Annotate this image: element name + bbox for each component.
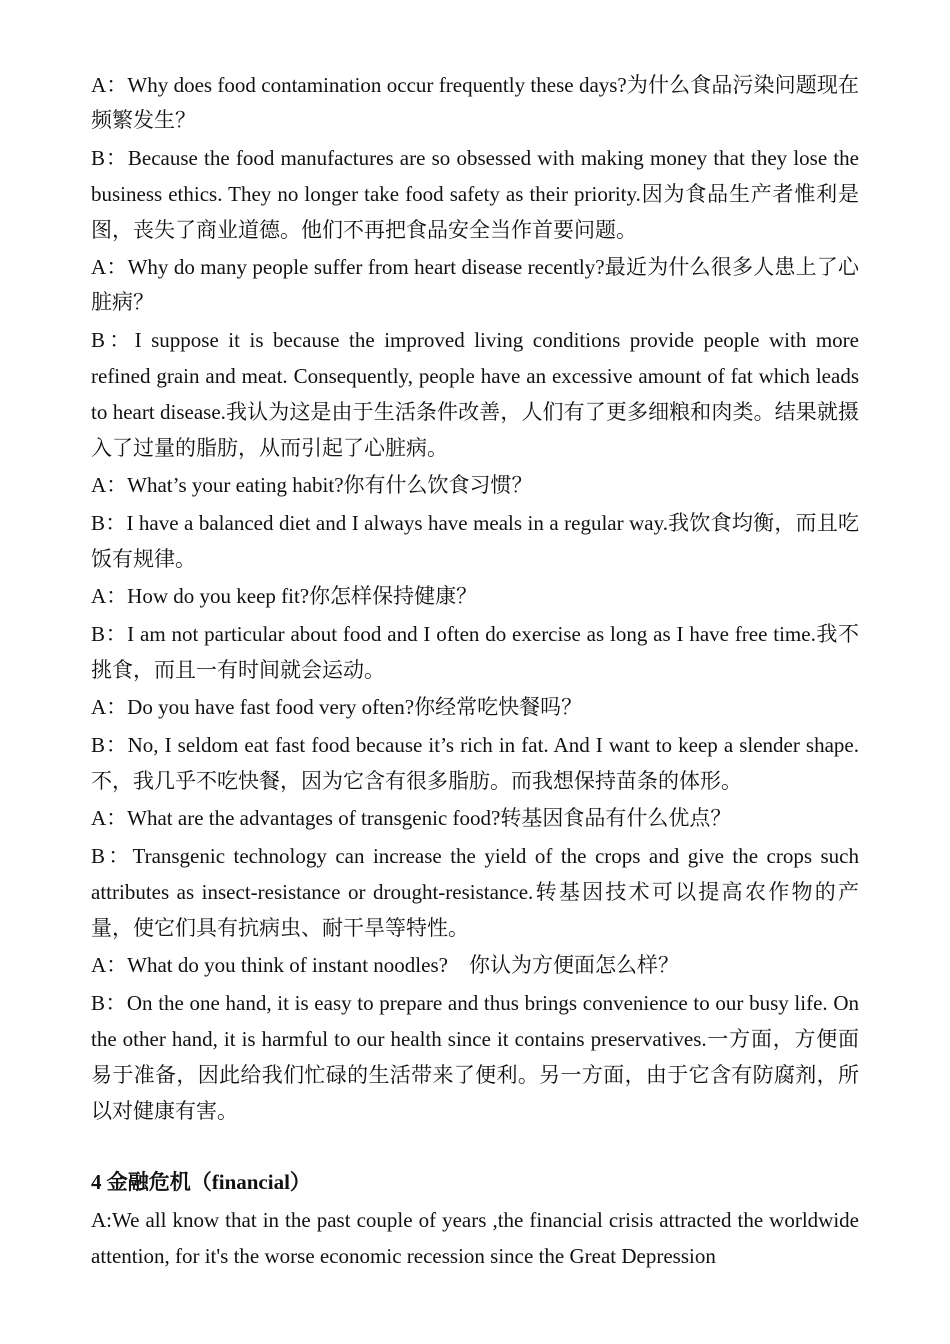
- dialogue-line-b: B：I have a balanced diet and I always have meals in a regular way.我饮食均衡，而且吃饭有规律。: [91, 511, 859, 571]
- dialogue-line-b: B：Because the food manufactures are so obsessed with making money that they lose the business ethics. They no longer take food safety as their priority.因为食品生产者惟利是图，丧失了商业道德。他们不再把食品安全当作首要问题。: [91, 146, 859, 242]
- section-heading: 4 金融危机（financial）: [91, 1170, 311, 1194]
- dialogue-line-a: A：Why does food contamination occur frequently these days?为什么食品污染问题现在频繁发生？: [91, 73, 859, 132]
- dialogue-line-b: B：Transgenic technology can increase the yield of the crops and give the crops such attributes as insect-resistance or drought-resistance.转基因技术可以提高农作物的产量，使它们具有抗病虫、耐干旱等特性。: [91, 844, 859, 940]
- dialogue-line-b: B：On the one hand, it is easy to prepare and thus brings convenience to our busy life. On the other hand, it is harmful to our health since it contains preservatives.一方面，方便面易于准备，因此给我们忙碌的生活带来了便利。另一方面，由于它含有防腐剂，所以对健康有害。: [91, 991, 859, 1123]
- dialogue-line-a: A：What’s your eating habit?你有什么饮食习惯？: [91, 473, 533, 497]
- dialogue-line-a: A：Why do many people suffer from heart disease recently?最近为什么很多人患上了心脏病？: [91, 255, 859, 314]
- section-paragraph: A:We all know that in the past couple of years ,the financial crisis attracted the worldwide attention, for it's the worse economic recession since the Great Depression: [91, 1208, 859, 1268]
- dialogue-line-b: B：I am not particular about food and I often do exercise as long as I have free time.我不挑食，而且一有时间就会运动。: [91, 622, 859, 682]
- dialogue-line-a: A：Do you have fast food very often?你经常吃快餐吗？: [91, 695, 583, 719]
- document-page: [91, 68, 859, 1276]
- dialogue-line-b: B：I suppose it is because the improved living conditions provide people with more refined grain and meat. Consequently, people have an excessive amount of fat which leads to heart disease.我认为这是由于生活条件改善，人们有了更多细粮和肉类。结果就摄入了过量的脂肪，从而引起了心脏病。: [91, 328, 859, 460]
- dialogue-line-a: A：What are the advantages of transgenic food?转基因食品有什么优点？: [91, 806, 732, 830]
- dialogue-line-a: A：How do you keep fit?你怎样保持健康？: [91, 584, 478, 608]
- dialogue-line-a: A：What do you think of instant noodles? 你认为方便面怎么样？: [91, 953, 679, 977]
- dialogue-line-b: B：No, I seldom eat fast food because it’s rich in fat. And I want to keep a slender shape.不，我几乎不吃快餐，因为它含有很多脂肪。而我想保持苗条的体形。: [91, 733, 859, 793]
